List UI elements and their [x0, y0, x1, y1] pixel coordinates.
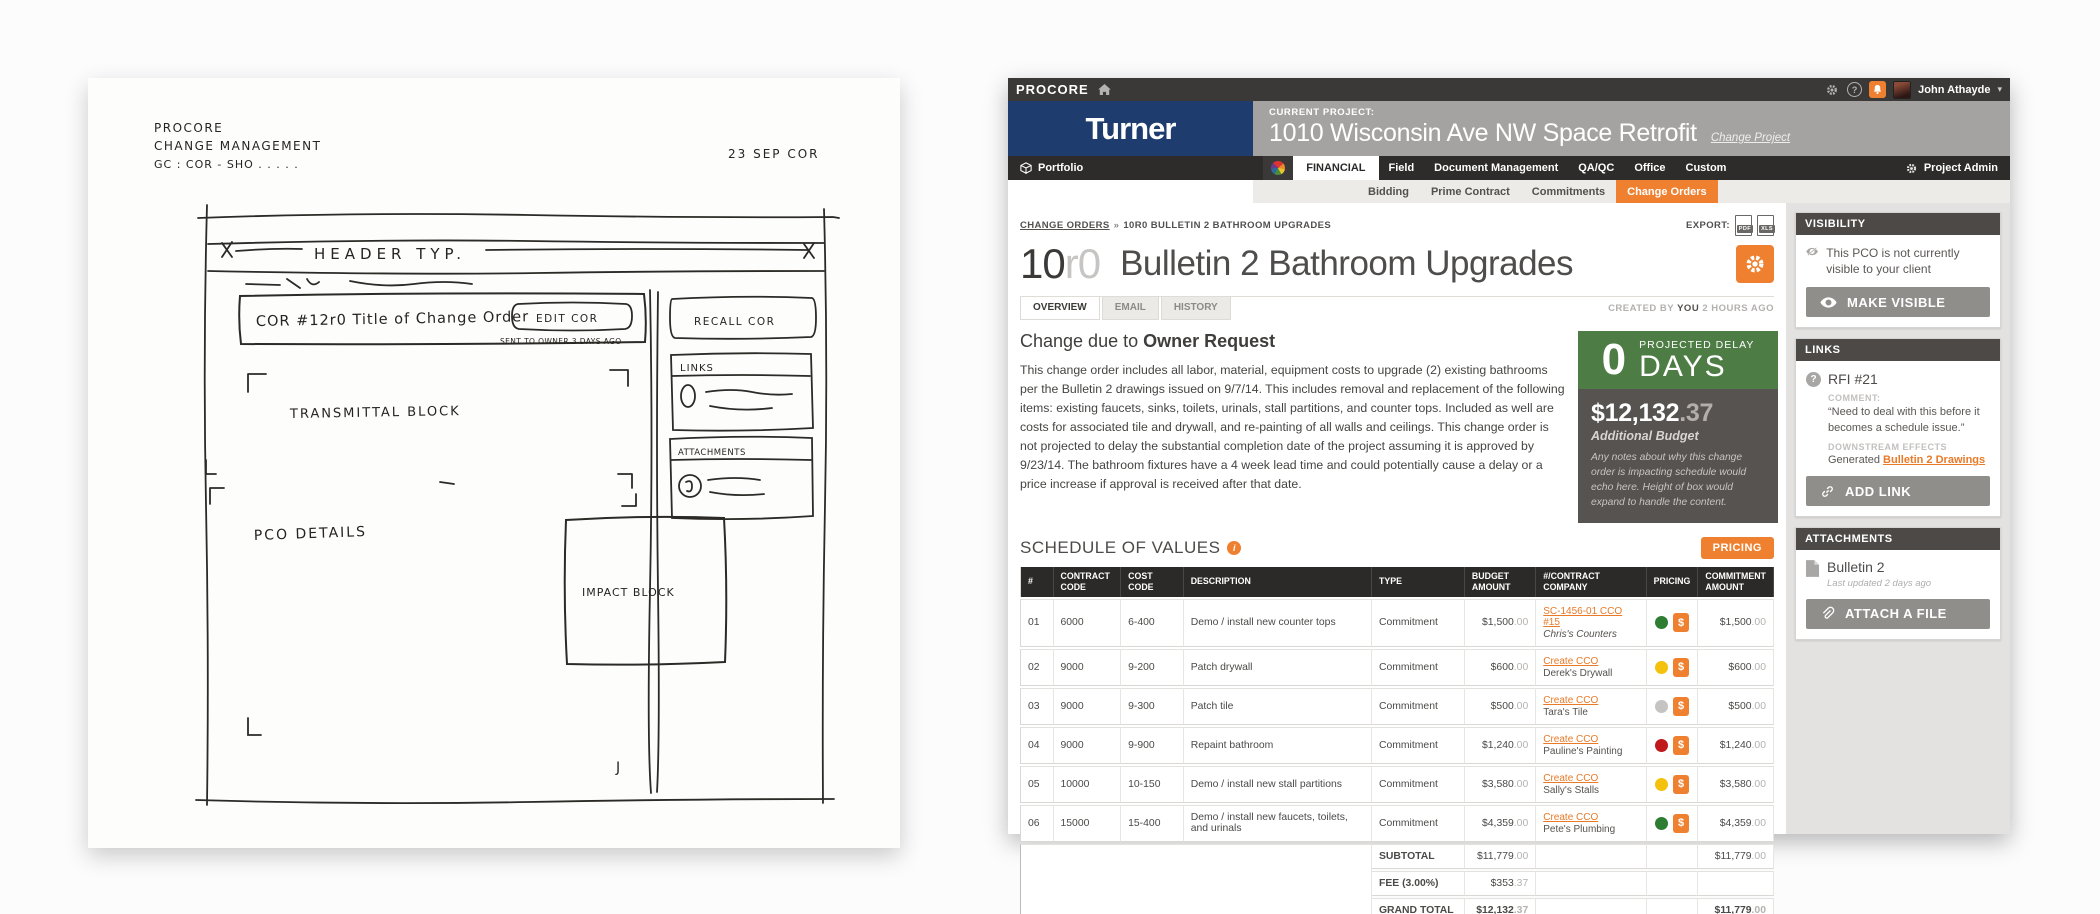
portfolio-cube-icon [1020, 162, 1032, 174]
col-pricing: PRICING [1647, 567, 1699, 597]
create-cco-link[interactable]: Create CCO [1543, 655, 1599, 667]
user-menu-caret-icon[interactable]: ▾ [1997, 84, 2002, 94]
row-num: 06 [1020, 805, 1054, 842]
nav-tools-icon[interactable] [1263, 156, 1293, 180]
visibility-status-text: This PCO is not currently visible to your client [1826, 246, 1960, 277]
attachment-name[interactable]: Bulletin 2 [1827, 559, 1885, 576]
impact-metric-box [1578, 331, 1778, 523]
sketch-impact-label: IMPACT BLOCK [582, 586, 675, 599]
row-num: 05 [1020, 766, 1054, 803]
nav-portfolio[interactable] [1008, 156, 1095, 180]
sketch-transmittal-label: TRANSMITTAL BLOCK [289, 404, 461, 422]
info-icon[interactable]: i [1227, 541, 1241, 555]
sub-nav [1008, 180, 2010, 203]
make-visible-label: MAKE VISIBLE [1847, 294, 1946, 310]
export-xls-icon[interactable] [1757, 215, 1774, 236]
col-type: TYPE [1372, 567, 1465, 597]
row-budget: $500 [1490, 700, 1514, 712]
row-type: Commitment [1372, 688, 1465, 725]
export-label: EXPORT: [1686, 220, 1730, 231]
row-commitment-cents: .00 [1751, 817, 1766, 829]
sketch-note-line2: CHANGE MANAGEMENT [154, 139, 322, 153]
delay-label: PROJECTED DELAY [1639, 338, 1755, 351]
company-name: Pete's Plumbing [1543, 823, 1616, 835]
row-type: Commitment [1372, 766, 1465, 803]
table-row [1020, 766, 1774, 803]
xls-badge: XLS [1761, 226, 1773, 232]
dollar-button[interactable]: $ [1673, 775, 1689, 794]
pricing-status-dot [1655, 700, 1668, 713]
breadcrumb-current: 10R0 BULLETIN 2 BATHROOM UPGRADES [1123, 220, 1332, 231]
pricing-status-dot [1655, 817, 1668, 830]
sov-header-row [1020, 537, 1774, 559]
breadcrumb-separator: » [1113, 220, 1120, 231]
project-bar [1253, 101, 2010, 156]
top-bar [1008, 78, 2010, 101]
row-cost: 9-900 [1121, 727, 1184, 764]
row-budget-cents: .00 [1513, 778, 1529, 790]
table-row [1020, 727, 1774, 764]
create-cco-link[interactable]: Create CCO [1543, 772, 1599, 784]
change-reason-heading [1020, 331, 1565, 352]
row-budget-cents: .00 [1513, 661, 1529, 673]
sketch-note-line1: PROCORE [154, 121, 224, 135]
row-commitment-cents: .00 [1751, 661, 1766, 673]
dollar-button[interactable]: $ [1673, 697, 1689, 716]
procore-logo[interactable]: PROCORE [1016, 82, 1089, 97]
grand-total-budget-cents: .37 [1513, 904, 1529, 914]
row-num: 01 [1020, 599, 1054, 647]
created-prefix: CREATED BY [1608, 302, 1674, 314]
row-contract: 15000 [1054, 805, 1122, 842]
budget-note: Any notes about why this change order is impacting schedule would echo here. Height of box would expand to handle the content. [1591, 452, 1747, 508]
subtab-bidding[interactable]: Bidding [1368, 185, 1409, 198]
footer-gray-block [1020, 844, 1372, 914]
dollar-button[interactable]: $ [1673, 814, 1689, 833]
row-commitment: $1,240 [1719, 739, 1752, 751]
comment-text: “Need to deal with this before it becomes a schedule issue.” [1828, 406, 1980, 434]
page-title: Bulletin 2 Bathroom Upgrades [1120, 244, 1574, 283]
pricing-button[interactable]: PRICING [1701, 537, 1774, 559]
nav-tab-qaqc[interactable]: QA/QC [1578, 162, 1615, 174]
color-wheel-icon [1271, 161, 1285, 175]
attachments-card [1795, 527, 2001, 639]
nav-tab-financial[interactable]: FINANCIAL [1293, 156, 1378, 180]
attach-file-button[interactable] [1806, 599, 1990, 629]
additional-budget-box [1578, 389, 1778, 523]
pricing-status-dot [1655, 739, 1668, 752]
row-contract: 9000 [1054, 688, 1122, 725]
change-project-link[interactable]: Change Project [1710, 132, 1791, 144]
col-contract-code: CONTRACT CODE [1054, 567, 1122, 597]
row-budget: $1,500 [1482, 617, 1514, 629]
attachments-header: ATTACHMENTS [1796, 528, 2000, 550]
row-contract: 6000 [1054, 599, 1122, 647]
sketch-cor-title-label: COR #12r0 Title of Change Order [255, 309, 530, 330]
content-area [1008, 203, 2010, 914]
sketch-edit-cor-label: EDIT COR [536, 313, 599, 325]
change-order-description: This change order includes all labor, material, equipment costs to upgrade (2) existing bathrooms per the Bulletin 2 drawings issued on 9/7/14. This includes removal and replacement of the following items: existing faucets, sinks, toilets, urinals, stall partitions, and counter tops. Included as well are costs for associated tile and drywall, and re-painting of all walls and ceilings. This change order is not projected to delay the substantial completion date of the project assuming it is approved by 9/23/14. The bathroom fixtures have a 4 week lead time and could potentially cause a delay or a price increase if approval is received after that date. [1020, 363, 1565, 492]
generated-prefix: Generated [1828, 454, 1884, 467]
budget-amount-cents: .37 [1679, 399, 1714, 427]
row-type: Commitment [1372, 599, 1465, 647]
project-admin-label: Project Admin [1923, 162, 1998, 174]
grand-total-commitment-cents: .00 [1751, 904, 1766, 914]
delay-units: DAYS [1639, 349, 1727, 383]
wireframe-sketch [88, 78, 900, 848]
row-cost: 6-400 [1121, 599, 1184, 647]
company-name: Chris's Counters [1543, 628, 1617, 640]
grand-total-commitment: $11,779 [1714, 904, 1752, 914]
tab-history[interactable]: HISTORY [1161, 297, 1231, 320]
row-description: Patch tile [1184, 688, 1372, 725]
main-column [1008, 203, 1786, 914]
row-commitment: $600 [1728, 661, 1752, 673]
procore-app-window [1008, 78, 2010, 914]
page-settings-button[interactable] [1736, 245, 1774, 283]
subtab-prime-contract[interactable]: Prime Contract [1430, 185, 1510, 198]
table-row [1020, 649, 1774, 686]
paperclip-icon [1820, 606, 1835, 621]
project-name: 1010 Wisconsin Ave NW Space Retrofit [1269, 119, 1697, 147]
row-cost: 15-400 [1121, 805, 1184, 842]
generated-line [1828, 454, 1990, 466]
page-tabs [1020, 297, 1774, 319]
brand-row [1008, 101, 2010, 156]
row-cost: 10-150 [1121, 766, 1184, 803]
row-contract: 9000 [1054, 649, 1122, 686]
projected-delay-box [1578, 331, 1778, 389]
row-commitment-cents: .00 [1751, 739, 1766, 751]
created-by [1608, 303, 1774, 314]
sov-heading-text: SCHEDULE OF VALUES [1020, 537, 1221, 557]
subtotal-commitment-cents: .00 [1751, 850, 1766, 862]
row-commitment: $500 [1728, 700, 1752, 712]
sketch-sent-note-label: SENT TO OWNER 3 DAYS AGO [500, 337, 622, 346]
links-card [1795, 338, 2001, 517]
col-commitment-amount: COMMITMENT AMOUNT [1698, 567, 1774, 597]
table-row [1020, 688, 1774, 725]
comment-label: COMMENT: [1828, 393, 1881, 404]
change-order-number [1020, 240, 1100, 288]
subtotal-commitment: $11,779 [1714, 850, 1752, 862]
row-commitment-cents: .00 [1751, 617, 1766, 629]
admin-gear-icon [1905, 162, 1918, 175]
table-row [1020, 805, 1774, 842]
col-cost-code: COST CODE [1121, 567, 1184, 597]
row-description: Repaint bathroom [1184, 727, 1372, 764]
row-description: Demo / install new counter tops [1184, 599, 1372, 647]
row-budget-cents: .00 [1513, 700, 1529, 712]
col-description: DESCRIPTION [1184, 567, 1372, 597]
row-commitment: $3,580 [1719, 778, 1752, 790]
user-avatar[interactable] [1893, 81, 1911, 99]
project-admin[interactable] [1893, 156, 2010, 180]
add-link-button[interactable] [1806, 476, 1990, 506]
row-description: Demo / install new faucets, toilets, and urinals [1184, 805, 1372, 842]
settings-gear-icon[interactable] [1824, 82, 1840, 98]
pricing-status-dot [1655, 661, 1668, 674]
title-row [1020, 240, 1774, 288]
export-controls [1686, 215, 1774, 236]
make-visible-button[interactable] [1806, 287, 1990, 317]
attachment-updated: Last updated 2 days ago [1827, 577, 1932, 589]
row-contract: 10000 [1054, 766, 1122, 803]
create-cco-link[interactable]: Create CCO [1543, 733, 1599, 745]
row-budget-cents: .00 [1513, 817, 1529, 829]
help-icon[interactable]: ? [1847, 82, 1862, 97]
row-type: Commitment [1372, 727, 1465, 764]
cco-link[interactable]: SC-1456-01 CCO #15 [1543, 605, 1623, 628]
overview-text [1020, 331, 1565, 523]
top-bar-actions [1824, 81, 2002, 99]
sketch-header-typ-label: HEADER TYP. [314, 245, 467, 263]
row-budget: $4,359 [1482, 817, 1514, 829]
company-name: Sally's Stalls [1543, 784, 1600, 796]
main-nav [1008, 156, 2010, 180]
tab-overview[interactable]: OVERVIEW [1020, 297, 1100, 320]
row-commitment: $1,500 [1719, 617, 1752, 629]
fee-cents: .37 [1513, 877, 1529, 889]
sketch-note-line3: GC : COR - SHO . . . . . [154, 158, 299, 171]
schedule-of-values-table [1020, 565, 1774, 914]
links-header: LINKS [1796, 339, 2000, 361]
linked-item-title[interactable]: RFI #21 [1828, 371, 1878, 388]
nav-tab-office[interactable]: Office [1634, 162, 1666, 174]
row-budget: $3,580 [1482, 778, 1514, 790]
row-type: Commitment [1372, 805, 1465, 842]
home-icon[interactable] [1097, 82, 1113, 98]
company-name: Derek's Drywall [1543, 667, 1613, 679]
downstream-label: DOWNSTREAM EFFECTS [1828, 442, 1947, 453]
chain-link-icon [1820, 484, 1835, 499]
heading-light: Change due to [1020, 331, 1144, 351]
row-commitment-cents: .00 [1751, 778, 1766, 790]
grand-total-budget: $12,132 [1476, 904, 1514, 914]
heading-bold: Owner Request [1143, 331, 1276, 351]
sketch-links-label: LINKS [680, 363, 714, 374]
row-budget: $1,240 [1482, 739, 1514, 751]
created-when: 2 HOURS AGO [1702, 302, 1774, 314]
nav-tab-custom[interactable]: Custom [1685, 162, 1727, 174]
create-cco-link[interactable]: Create CCO [1543, 694, 1599, 706]
budget-label: Additional Budget [1591, 429, 1699, 443]
col-num: # [1020, 567, 1054, 597]
nav-portfolio-label: Portfolio [1038, 162, 1084, 174]
row-contract: 9000 [1054, 727, 1122, 764]
col-budget-amount: BUDGET AMOUNT [1465, 567, 1536, 597]
sketch-attachments-label: ATTACHMENTS [678, 448, 746, 458]
dollar-button[interactable]: $ [1673, 736, 1689, 755]
table-header-row [1020, 567, 1774, 597]
pricing-status-dot [1655, 616, 1668, 629]
user-name[interactable]: John Athayde [1918, 83, 1991, 96]
notifications-bell-icon[interactable] [1869, 81, 1886, 98]
sketch-j-mark: J [616, 760, 621, 776]
table-row [1020, 599, 1774, 647]
row-cost: 9-300 [1121, 688, 1184, 725]
subtab-change-orders[interactable]: Change Orders [1616, 180, 1717, 203]
company-name: Tara's Tile [1543, 706, 1588, 718]
row-num: 03 [1020, 688, 1054, 725]
wireframe-sketch-paper [88, 78, 900, 848]
subtotal-label: SUBTOTAL [1372, 844, 1465, 869]
budget-amount-main: $12,132 [1591, 399, 1680, 427]
breadcrumb-change-orders-link[interactable]: CHANGE ORDERS [1020, 220, 1110, 231]
col-contract-company: #/CONTRACT COMPANY [1536, 567, 1646, 597]
budget-amount [1591, 399, 1765, 428]
visibility-header: VISIBILITY [1796, 213, 2000, 235]
row-budget-cents: .00 [1513, 617, 1529, 629]
eye-icon [1820, 297, 1837, 308]
subtab-commitments[interactable]: Commitments [1531, 185, 1606, 198]
fee-label: FEE (3.00%) [1372, 871, 1465, 896]
eye-off-icon [1806, 245, 1818, 258]
turner-logo: Turner [1008, 101, 1253, 156]
co-revision: r0 [1064, 240, 1101, 287]
breadcrumb [1020, 215, 1774, 236]
sketch-recall-cor-label: RECALL COR [694, 316, 776, 328]
grand-total-label: GRAND TOTAL [1372, 898, 1465, 914]
subtotal-budget-cents: .00 [1513, 850, 1529, 862]
row-num: 04 [1020, 727, 1054, 764]
current-project-label: CURRENT PROJECT: [1269, 107, 1375, 118]
created-who: YOU [1677, 302, 1700, 314]
row-description: Demo / install new stall partitions [1184, 766, 1372, 803]
dollar-button[interactable]: $ [1673, 658, 1689, 677]
nav-tab-document-management[interactable]: Document Management [1434, 162, 1559, 174]
create-cco-link[interactable]: Create CCO [1543, 811, 1599, 823]
overview-section [1020, 331, 1774, 523]
pricing-status-dot [1655, 778, 1668, 791]
pdf-badge: PDF [1738, 226, 1751, 232]
subtotal-budget: $11,779 [1476, 850, 1514, 862]
visibility-card [1795, 212, 2001, 328]
co-number: 10 [1020, 240, 1065, 287]
tab-email[interactable]: EMAIL [1102, 297, 1159, 320]
dollar-button[interactable]: $ [1673, 613, 1689, 632]
delay-value: 0 [1601, 335, 1627, 384]
row-description: Patch drywall [1184, 649, 1372, 686]
right-sidebar [1786, 203, 2010, 834]
company-name: Pauline's Painting [1543, 745, 1623, 757]
fee-value: $353 [1490, 877, 1514, 889]
sketch-date-note: 23 SEP COR [728, 147, 820, 161]
question-badge-icon: ? [1806, 372, 1821, 387]
attach-file-label: ATTACH A FILE [1845, 606, 1947, 622]
bulletin-drawings-link[interactable]: Bulletin 2 Drawings [1883, 454, 1986, 467]
row-num: 02 [1020, 649, 1054, 686]
sov-title [1020, 538, 1241, 558]
row-commitment-cents: .00 [1751, 700, 1766, 712]
row-budget-cents: .00 [1513, 739, 1529, 751]
nav-tabs [1263, 156, 1736, 180]
row-cost: 9-200 [1121, 649, 1184, 686]
sketch-strokes [196, 205, 839, 805]
add-link-label: ADD LINK [1845, 483, 1912, 499]
subtotal-row [1020, 844, 1774, 869]
row-commitment: $4,359 [1719, 817, 1752, 829]
nav-tab-field[interactable]: Field [1388, 162, 1415, 174]
export-pdf-icon[interactable] [1735, 215, 1752, 236]
row-budget: $600 [1490, 661, 1514, 673]
row-type: Commitment [1372, 649, 1465, 686]
gear-icon [1744, 253, 1766, 275]
sketch-pco-details-label: PCO DETAILS [253, 524, 368, 544]
document-icon [1806, 560, 1819, 577]
